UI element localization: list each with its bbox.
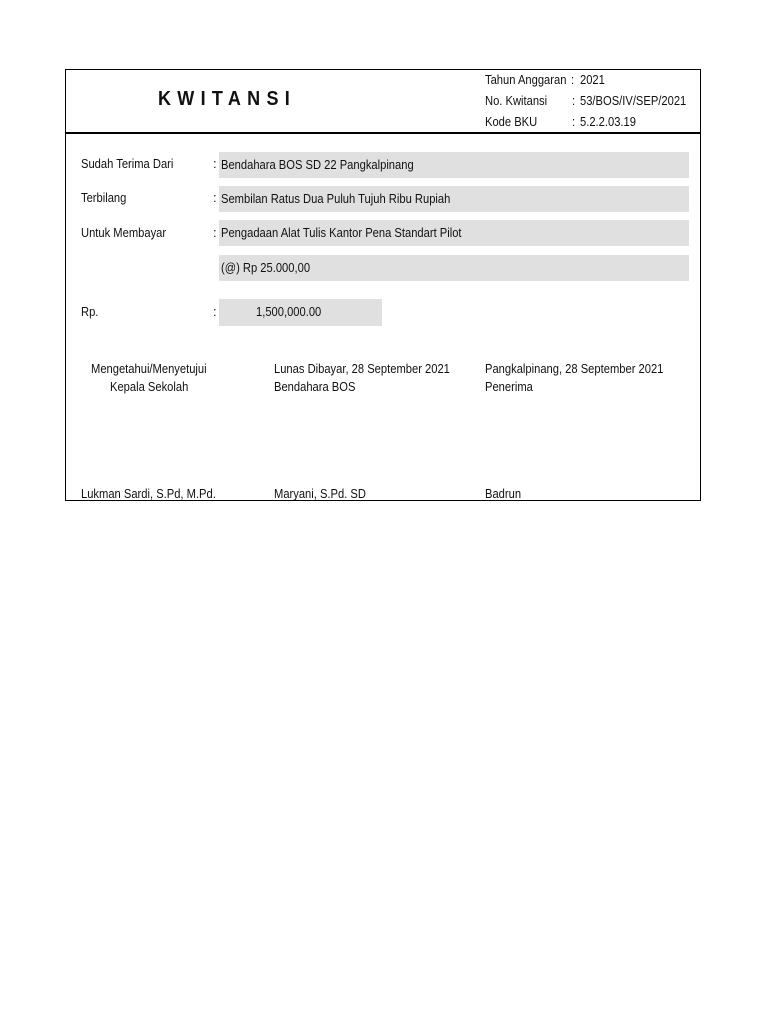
untuk-membayar-value: Pengadaan Alat Tulis Kantor Pena Standart Pilot — [221, 225, 462, 240]
receipt-form — [65, 69, 701, 501]
recipient-place-date: Pangkalpinang, 28 September 2021 — [485, 361, 664, 376]
recipient-role: Penerima — [485, 379, 533, 394]
payment-status-title: Lunas Dibayar, 28 September 2021 — [274, 361, 450, 376]
untuk-membayar-label: Untuk Membayar — [81, 225, 167, 240]
approval-role: Kepala Sekolah — [110, 379, 189, 394]
terbilang-field — [219, 186, 689, 212]
terbilang-value: Sembilan Ratus Dua Puluh Tujuh Ribu Rupiah — [221, 191, 451, 206]
tahun-anggaran-separator: : — [571, 72, 575, 87]
terbilang-label: Terbilang — [81, 190, 127, 205]
kode-bku-label: Kode BKU — [485, 114, 538, 129]
approval-signer-name: Lukman Sardi, S.Pd, M.Pd. — [81, 486, 216, 501]
untuk-membayar-separator: : — [213, 225, 217, 240]
no-kwitansi-value: 53/BOS/IV/SEP/2021 — [580, 93, 687, 108]
untuk-membayar-field — [219, 220, 689, 246]
rp-label: Rp. — [81, 304, 99, 319]
terima-dari-field — [219, 152, 689, 178]
kode-bku-separator: : — [572, 114, 576, 129]
treasurer-signer-name: Maryani, S.Pd. SD — [274, 486, 366, 501]
terima-dari-label: Sudah Terima Dari — [81, 156, 174, 171]
untuk-membayar-detail: (@) Rp 25.000,00 — [221, 260, 311, 275]
treasurer-role: Bendahara BOS — [274, 379, 356, 394]
kode-bku-value: 5.2.2.03.19 — [580, 114, 636, 129]
no-kwitansi-separator: : — [572, 93, 576, 108]
approval-title: Mengetahui/Menyetujui — [91, 361, 207, 376]
tahun-anggaran-value: 2021 — [580, 72, 605, 87]
untuk-membayar-detail-field — [219, 255, 689, 281]
recipient-signer-name: Badrun — [485, 486, 522, 501]
amount-field — [219, 299, 382, 326]
header-divider — [66, 132, 700, 134]
terima-dari-separator: : — [213, 156, 217, 171]
rp-separator: : — [213, 304, 217, 319]
terbilang-separator: : — [213, 190, 217, 205]
no-kwitansi-label: No. Kwitansi — [485, 93, 548, 108]
amount-value: 1,500,000.00 — [256, 304, 322, 319]
tahun-anggaran-label: Tahun Anggaran — [485, 72, 567, 87]
terima-dari-value: Bendahara BOS SD 22 Pangkalpinang — [221, 157, 414, 172]
receipt-title: KWITANSI — [158, 88, 297, 110]
